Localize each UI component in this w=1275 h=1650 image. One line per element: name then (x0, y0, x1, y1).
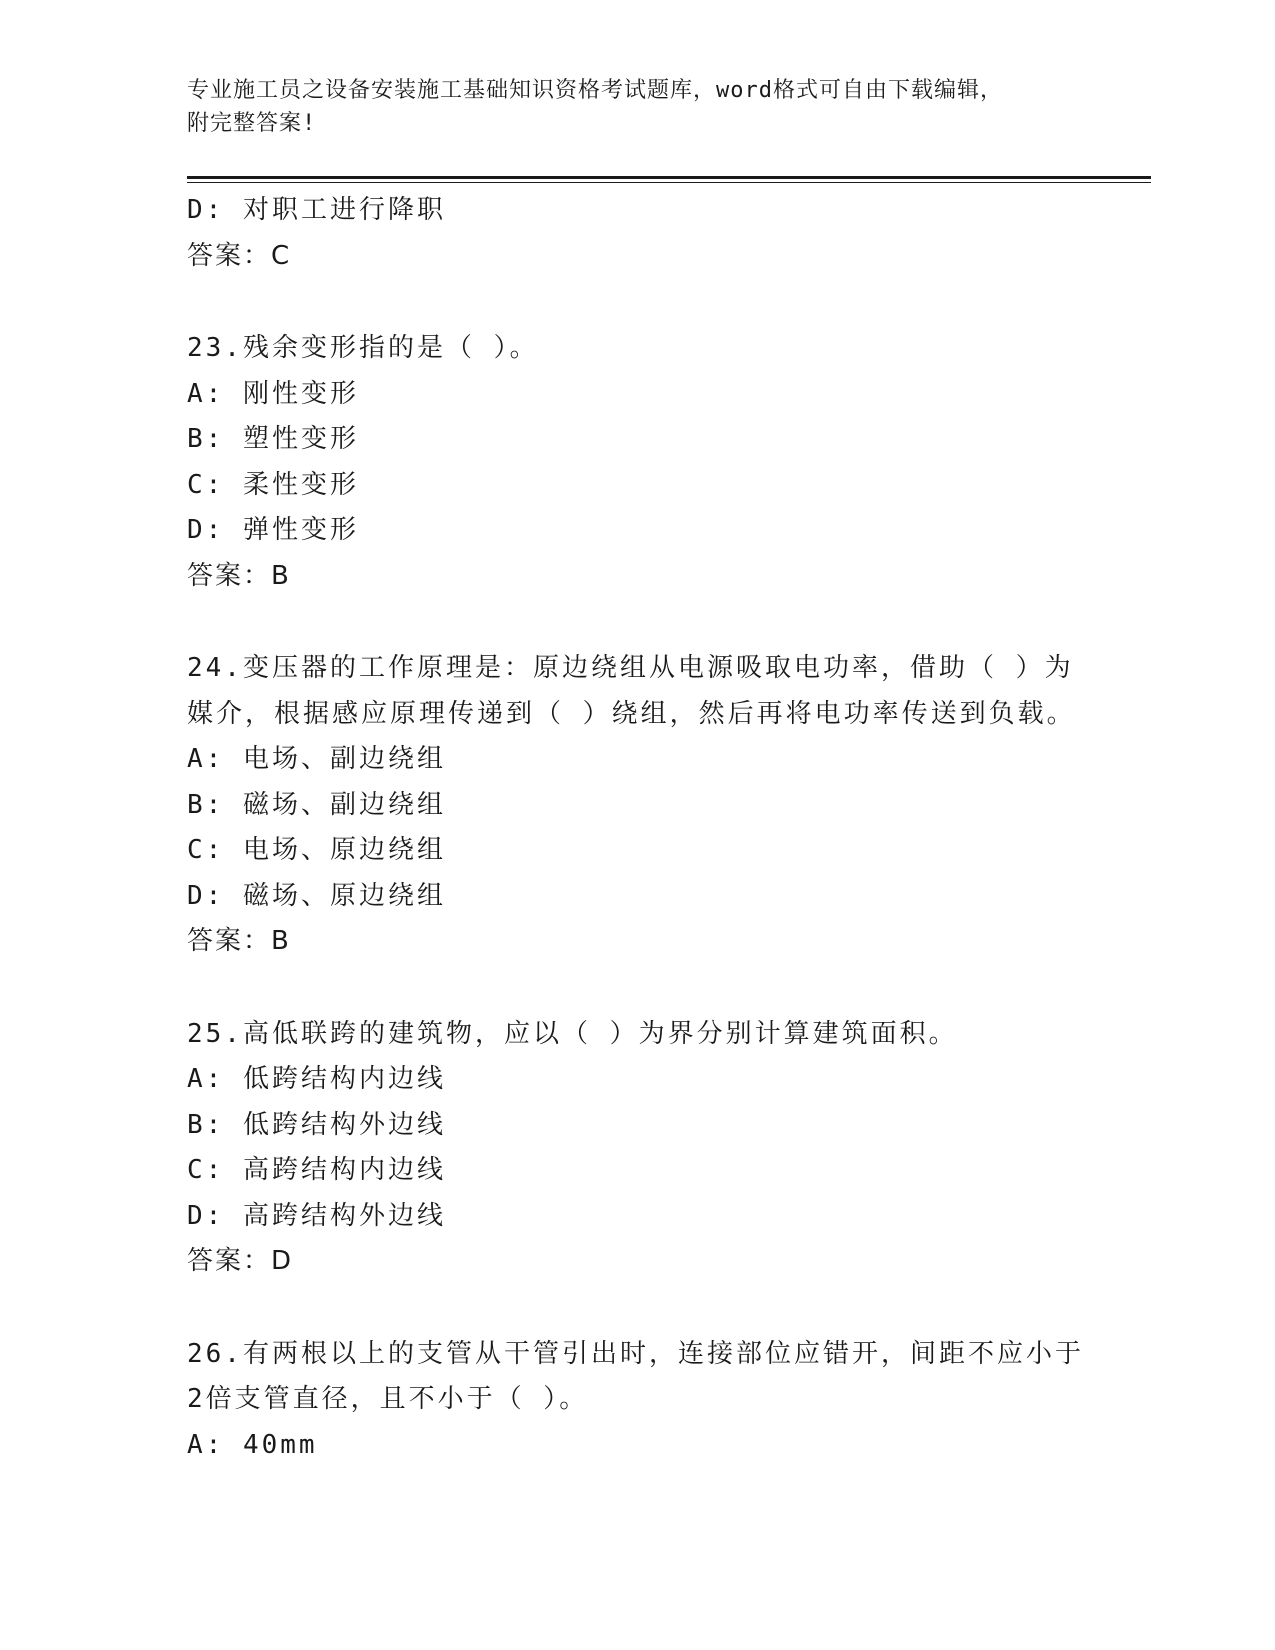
document-header (187, 74, 1067, 140)
question-24 (187, 646, 1087, 965)
spacer (187, 1285, 1087, 1332)
header-divider-thick (187, 176, 1151, 179)
question-list (187, 188, 1087, 1468)
option-b: B: 磁场、副边绕组 (187, 789, 446, 820)
option-c: C: 柔性变形 (187, 469, 359, 500)
header-divider-thin (187, 182, 1151, 183)
option-a: A: 40mm (187, 1429, 318, 1460)
option-b: B: 塑性变形 (187, 424, 359, 454)
question-26 (187, 1332, 1087, 1469)
answer: 答案：B (187, 926, 291, 956)
question-25 (187, 1012, 1087, 1285)
option-d: D: 磁场、原边绕组 (187, 880, 446, 911)
header-line-1: 专业施工员之设备安装施工基础知识资格考试题库，word格式可自由下载编辑， (187, 78, 1003, 103)
option-c: C: 高跨结构内边线 (187, 1155, 446, 1185)
prev-option-d: D: 对职工进行降职 (187, 195, 446, 225)
header-line-2: 附完整答案! (187, 111, 317, 136)
option-a: A: 低跨结构内边线 (187, 1064, 446, 1094)
option-d: D: 高跨结构外边线 (187, 1200, 446, 1231)
question-stem: 25.高低联跨的建筑物，应以（ ）为界分别计算建筑面积。 (187, 1018, 958, 1049)
answer: 答案：B (187, 560, 291, 591)
question-stem-line-1: 26.有两根以上的支管从干管引出时，连接部位应错开，间距不应小于 (187, 1338, 1084, 1369)
question-23 (187, 326, 1087, 599)
question-stem: 23.残余变形指的是（ ）。 (187, 333, 539, 363)
option-a: A: 刚性变形 (187, 378, 359, 409)
question-stem-line-2: 媒介，根据感应原理传递到（ ）绕组，然后再将电功率传送到负载。 (187, 698, 1076, 729)
option-a: A: 电场、副边绕组 (187, 744, 446, 774)
question-stem-line-2: 2倍支管直径，且不小于（ ）。 (187, 1384, 589, 1414)
spacer (187, 599, 1087, 646)
prev-answer: 答案：C (187, 240, 292, 271)
answer: 答案：D (187, 1246, 294, 1276)
question-stem-line-1: 24.变压器的工作原理是：原边绕组从电源吸取电功率，借助（ ）为 (187, 653, 1074, 683)
spacer (187, 965, 1087, 1012)
spacer (187, 279, 1087, 326)
option-d: D: 弹性变形 (187, 515, 359, 545)
option-b: B: 低跨结构外边线 (187, 1109, 446, 1140)
option-c: C: 电场、原边绕组 (187, 835, 446, 865)
